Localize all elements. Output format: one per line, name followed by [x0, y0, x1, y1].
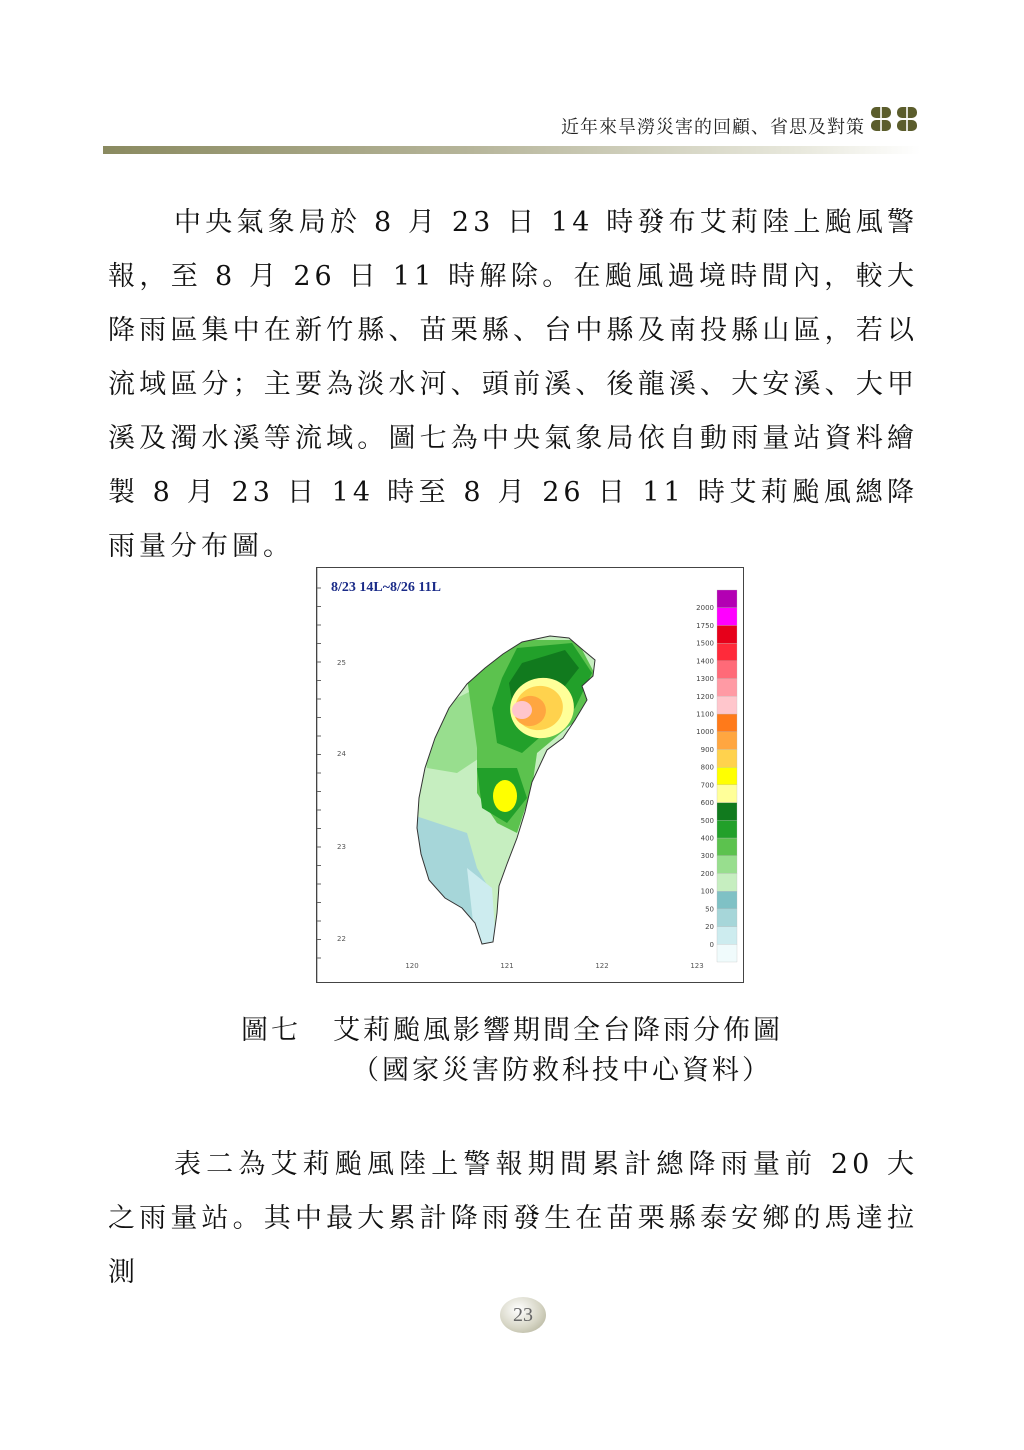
- legend-label: 1100: [696, 710, 714, 719]
- legend-label: 800: [700, 763, 714, 772]
- legend-label: 200: [700, 869, 714, 878]
- legend-label: 1200: [696, 692, 714, 701]
- legend-label: 500: [700, 816, 714, 825]
- legend-swatch: [717, 767, 737, 785]
- legend-swatch: [717, 590, 737, 608]
- running-header-title: 近年來旱澇災害的回顧、省思及對策: [561, 117, 865, 138]
- legend-label: 300: [700, 852, 714, 861]
- x-tick-label: 123: [690, 962, 704, 970]
- legend-swatch: [717, 696, 737, 714]
- legend-label: 1400: [696, 657, 714, 666]
- legend-label: 1500: [696, 639, 714, 648]
- legend-label: 700: [700, 781, 714, 790]
- legend-swatch: [717, 679, 737, 697]
- x-tick-label: 120: [405, 962, 419, 970]
- legend-label: 50: [705, 905, 714, 914]
- rainfall-map-figure: [316, 567, 744, 983]
- figure-caption: [0, 1008, 1024, 1047]
- legend-swatch: [717, 625, 737, 643]
- legend-swatch: [717, 714, 737, 732]
- figure-source: （國家災害防救科技中心資料）: [352, 1055, 772, 1086]
- four-leaf-clover-icon: [868, 104, 920, 134]
- legend-swatch: [717, 909, 737, 927]
- legend-swatch: [717, 891, 737, 909]
- legend-label: 20: [705, 923, 714, 932]
- figure-title: 艾莉颱風影響期間全台降雨分佈圖: [333, 1015, 783, 1046]
- legend-label: 100: [700, 887, 714, 896]
- legend-swatch: [717, 749, 737, 767]
- legend-label: 400: [700, 834, 714, 843]
- legend-label: 600: [700, 799, 714, 808]
- legend-label: 1000: [696, 728, 714, 737]
- legend-label: 1750: [696, 621, 714, 630]
- legend-swatch: [717, 608, 737, 626]
- legend-swatch: [717, 643, 737, 661]
- x-tick-label: 121: [500, 962, 514, 970]
- y-tick-label: 24: [337, 750, 346, 758]
- body-paragraph: 表二為艾莉颱風陸上警報期間累計總降雨量前 20 大之雨量站。其中最大累計降雨發生在苗栗縣泰安鄉的馬達拉測: [108, 1149, 918, 1288]
- legend-swatch: [717, 927, 737, 945]
- legend-swatch: [717, 732, 737, 750]
- x-tick-label: 122: [595, 962, 609, 970]
- y-tick-label: 22: [337, 935, 346, 943]
- legend-swatch: [717, 803, 737, 821]
- taiwan-rainfall-map: [317, 568, 743, 982]
- legend-swatch: [717, 856, 737, 874]
- legend-swatch: [717, 873, 737, 891]
- page-number: 23: [500, 1297, 546, 1333]
- legend-swatch: [717, 661, 737, 679]
- legend-label: 1300: [696, 675, 714, 684]
- legend-label: 0: [709, 940, 714, 949]
- y-tick-label: 23: [337, 843, 346, 851]
- body-paragraph: 中央氣象局於 8 月 23 日 14 時發布艾莉陸上颱風警報，至 8 月 26 日 11 時解除。在颱風過境時間內，較大降雨區集中在新竹縣、苗栗縣、台中縣及南投縣山區，若以流域區分；主要為淡水河、頭前溪、後龍溪、大安溪、大甲溪及濁水溪等流域。圖七為中央氣象局依自動雨量站資料繪製 8 月 23 日 14 時至 8 月 26 日 11 時艾莉颱風總降雨量分布圖。: [108, 207, 918, 562]
- figure-period-label: 8/23 14L~8/26 11L: [331, 580, 441, 595]
- legend-swatch: [717, 820, 737, 838]
- y-tick-label: 25: [337, 659, 346, 667]
- legend-label: 900: [700, 745, 714, 754]
- legend-swatch: [717, 944, 737, 962]
- legend-label: 2000: [696, 604, 714, 613]
- header-rule: [103, 146, 921, 154]
- legend-swatch: [717, 785, 737, 803]
- figure-number: 圖七: [241, 1015, 301, 1046]
- legend-swatch: [717, 838, 737, 856]
